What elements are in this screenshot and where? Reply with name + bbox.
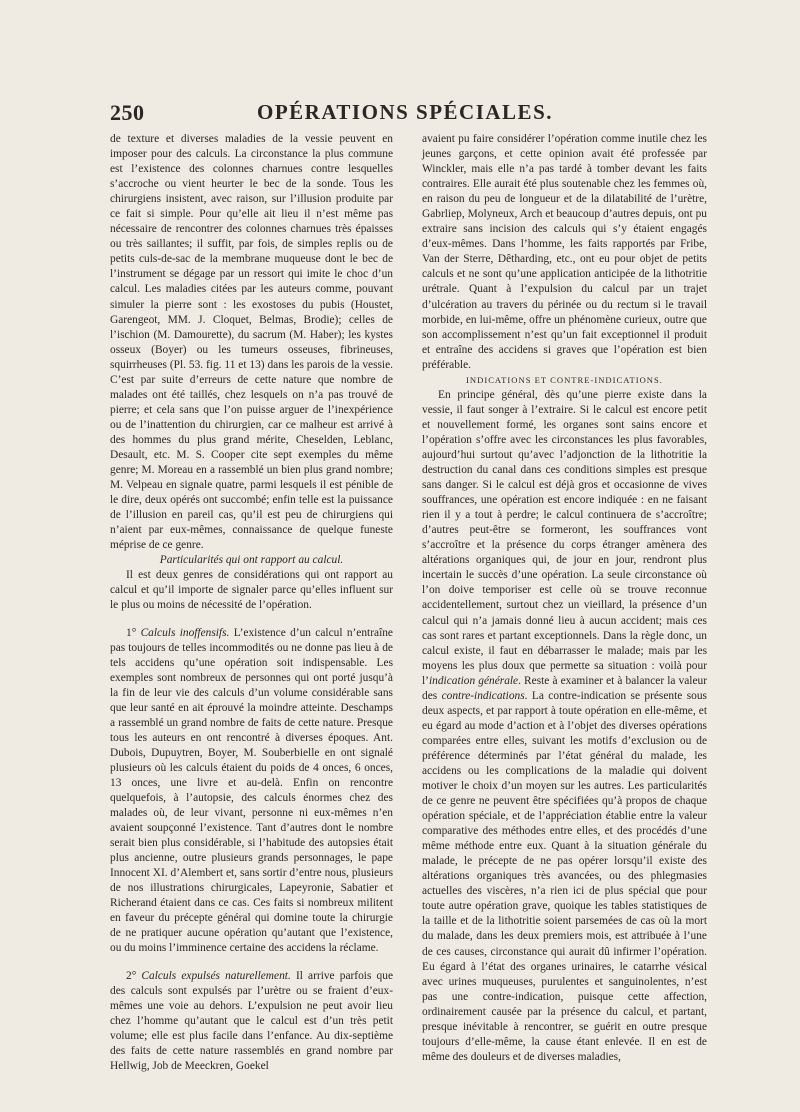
left-column	[110, 132, 393, 1074]
paragraph	[110, 626, 393, 957]
paragraph	[422, 388, 707, 1065]
item-title: Calculs expulsés naturellement.	[141, 969, 291, 982]
item-title: Calculs inoffensifs.	[140, 626, 230, 639]
text-run: . Reste à examiner et à balancer la valeur des	[422, 674, 707, 702]
text-run: . La contre-indication se présente sous deux aspects, et par rapport à toute opération en elle-même, et eu égard au mode d’action et à l’objet des diverses opérations comparées entre elles, suivant les motifs d’exclusion ou de préférence déterminés par l’état général du malade, les accidens ou les complications de la maladie qui doivent motiver le choix d’un moyen sur les autres. Les particularités de ce genre ne peuvent être spécifiées qu’à propos de chaque opération spéciale, et de l’appréciation établie entre la valeur comparative des méthodes entre elles, et des procédés d’une même méthode entre eux. Quant à la situation générale du malade, le précepte de ne pas opérer lorsqu’il existe des altérations organiques très avancées, ou des phlegmasies actuelles des viscères, n’a rien ici de plus spécial que pour toute autre opération grave, quoique les tables statistiques de la taille et de la lithotritie soient parsemées de cas où la mort du malade, dans les deux premiers mois, est attribuée à l’une de ces causes, circonstance qui aurait dû infirmer l’opération. Eu égard à l’état des organes urinaires, le catarrhe vésical avec urines muqueuses, purulentes et sanguinolentes, n’est pas une contre-indication, puisque cette affection, ordinairement causée par la présence du calcul, et partant, presque inévitable à rencontrer, se guérit en outre presque toujours d’elle-même, la cause étant enlevée. Il en est de même des douleurs et de diverses maladies,	[422, 689, 707, 1063]
text-run: En principe général, dès qu’une pierre existe dans la vessie, il faut songer à l’extraire. Si le calcul est encore petit et nouvellement formé, les organes sont sains encore et l’opération s’offre avec les circonstances les plus favorables, aujourd’hui surtout qu’avec l’adjonction de la lithotritie la destruction du canal dans ces conditions simples est presque sans danger. Si le calcul est déjà gros et occasionne de vives souffrances, une opération est encore indiquée : en ne faisant rien il y a tout à perdre; le calcul continuera de s’accroître; d’autres peut-être se formeront, les souffrances vont s’accroître et la présence du corps étranger amènera des altérations organiques qui, de jour en jour, rendront plus incertain le succès d’une opération. La seule circonstance où l’on doive temporiser est celle où se trouve reconnue accidentellement, surtout chez un vieillard, la présence d’un calcul qui n’a jamais donné lieu à aucun accident; mais ces cas sont rares et partant exceptionnels. Dans la règle donc, un calcul existe, il faut en débarrasser le malade; mais par les moyens les plus doux que permette sa situation : voilà pour l’	[422, 388, 707, 687]
subheading: Particularités qui ont rapport au calcul.	[159, 554, 344, 567]
section-heading: INDICATIONS ET CONTRE-INDICATIONS.	[466, 374, 663, 385]
right-column	[422, 132, 707, 1065]
paragraph: de texture et diverses maladies de la vessie peuvent en imposer pour des calculs. La circonstance la plus commune est l’existence des colonnes charnues contre lesquelles s’accroche ou vient heurter le bec de la sonde. Tous les chirurgiens insistent, avec raison, sur l’illusion produite par ce fait si simple. Pour qu’elle ait lieu il n’est même pas nécessaire de rencontrer des colonnes charnues très épaisses ou très saillantes; il suffit, par fois, de simples replis ou de petits culs-de-sac de la membrane muqueuse dont le bec de l’instrument se dégage par un ressort qui imite le choc d’un calcul. Les maladies citées par les auteurs comme, pouvant simuler la pierre sont : les exostoses du pubis (Houstet, Garengeot, MM. J. Cloquet, Belmas, Brodie); celles de l’ischion (M. Damourette), du sacrum (M. Haber); les kystes osseux (Boyer) ou les tumeurs osseuses, fibrineuses, squirrheuses (Pl. 53. fig. 11 et 13) dans les parois de la vessie. C’est par suite d’erreurs de cette nature que nombre de malades ont été taillés, chez lesquels on n’a pas trouvé de pierre; et cela sans que l’on puisse arguer de l’inexpérience ou de l’inattention du chirurgien, car ce malheur est arrivé à des hommes du plus grand mérite, Cheselden, Leblanc, Desault, etc. M. S. Cooper cite sept exemples du même genre; M. Moreau en a rassemblé un bien plus grand nombre; M. Velpeau en signale quatre, parmi lesquels il est pénible de le dire, deux opérés ont succombé; enfin telle est la puissance de l’illusion en pareil cas, qu’il est peu de chirurgiens qui n’aient par eux-mêmes, connaissance de quelque funeste méprise de ce genre.	[110, 133, 393, 552]
emphasis: indication générale	[428, 674, 519, 687]
running-title: OPÉRATIONS SPÉCIALES.	[256, 100, 553, 124]
paragraph: Il est deux genres de considérations qui ont rapport au calcul et qu’il importe de signaler parce qu’elles influent sur le plus ou moins de nécessité de l’opération.	[110, 569, 393, 612]
item-number: 1°	[126, 626, 141, 639]
paragraph	[110, 969, 393, 1074]
item-text: L’existence d’un calcul n’entraîne pas toujours de telles incommodités ou ne donne pas lieu à de tels accidens qu’une opération soit indispensable. Les exemples sont nombreux de personnes qui ont porté jusqu’à la fin de leur vie des calculs d’un volume considérable sans que leur santé en ait éprouvé la moindre atteinte. Deschamps a rassemblé un grand nombre de faits de cette nature. Presque tous les auteurs en ont rencontré à diverses époques. Ant. Dubois, Dupuytren, Boyer, M. Souberbielle en ont signalé plusieurs où les calculs étaient du poids de 4 onces, 6 onces, 13 onces, une livre et au-delà. Enfin on rencontre quelquefois, à l’autopsie, des calculs énormes chez des malades où, de leur vivant, personne ni eux-mêmes n’en avaient soupçonné l’existence. Tant d’autres dont le nombre serait bien plus considérable, si l’habitude des autopsies était plus ancienne, outre plusieurs grands personnages, le pape Innocent XI. d’Alembert et, sans sortir d’entre nous, plusieurs de nos illustrations chirurgicales, Lapeyronie, Sabatier et Richerand étaient dans ce cas. Ces faits si nombreux militent en faveur du précepte général qui domine toute la chirurgie de ne pratiquer aucune opération qu’autant que l’existence, ou du moins l’imminence certaine des accidens la réclame.	[110, 626, 393, 955]
page-header	[110, 100, 700, 126]
paragraph: avaient pu faire considérer l’opération comme inutile chez les jeunes garçons, et cette opinion avait été professée par Winckler, mais elle n’a pas tardé à tomber devant les faits contraires. Elle aurait été plus soutenable chez les femmes où, en raison du peu de longueur et de la dilatabilité de l’urètre, Gabrliep, Molyneux, Arch et beaucoup d’autres depuis, ont pu extraire sans incision des calculs qui s’y étaient engagés d’eux-mêmes. Dans l’homme, les faits rapportés par Fribe, Van der Sterre, Dêtharding, etc., ont eu pour objet de petits calculs et ne sont qu’une application anticipée de la lithotritie urétrale. Quant à l’expulsion du calcul par un trajet d’ulcération au travers du périnée ou du rectum si le travail morbide, en lui-même, offre un phénomène curieux, outre que son accomplissement n’est qu’un fait exceptionnel il produit et entraîne des accidens si graves que l’opération est bien préférable.	[422, 133, 707, 371]
item-number: 2°	[126, 969, 142, 982]
item-text: Il arrive parfois que des calculs sont expulsés par l’urètre ou se fraient d’eux-mêmes une voie au dehors. L’expulsion ne peut avoir lieu chez l’homme qu’autant que le calcul est d’un très petit volume; elle est plus facile dans l’enfance. Au dix-septième des faits de cette nature rassemblés en grand nombre par Hellwig, Job de Meeckren, Goekel	[110, 969, 393, 1072]
page-number: 250	[110, 100, 145, 125]
emphasis: contre-indications	[441, 689, 525, 702]
